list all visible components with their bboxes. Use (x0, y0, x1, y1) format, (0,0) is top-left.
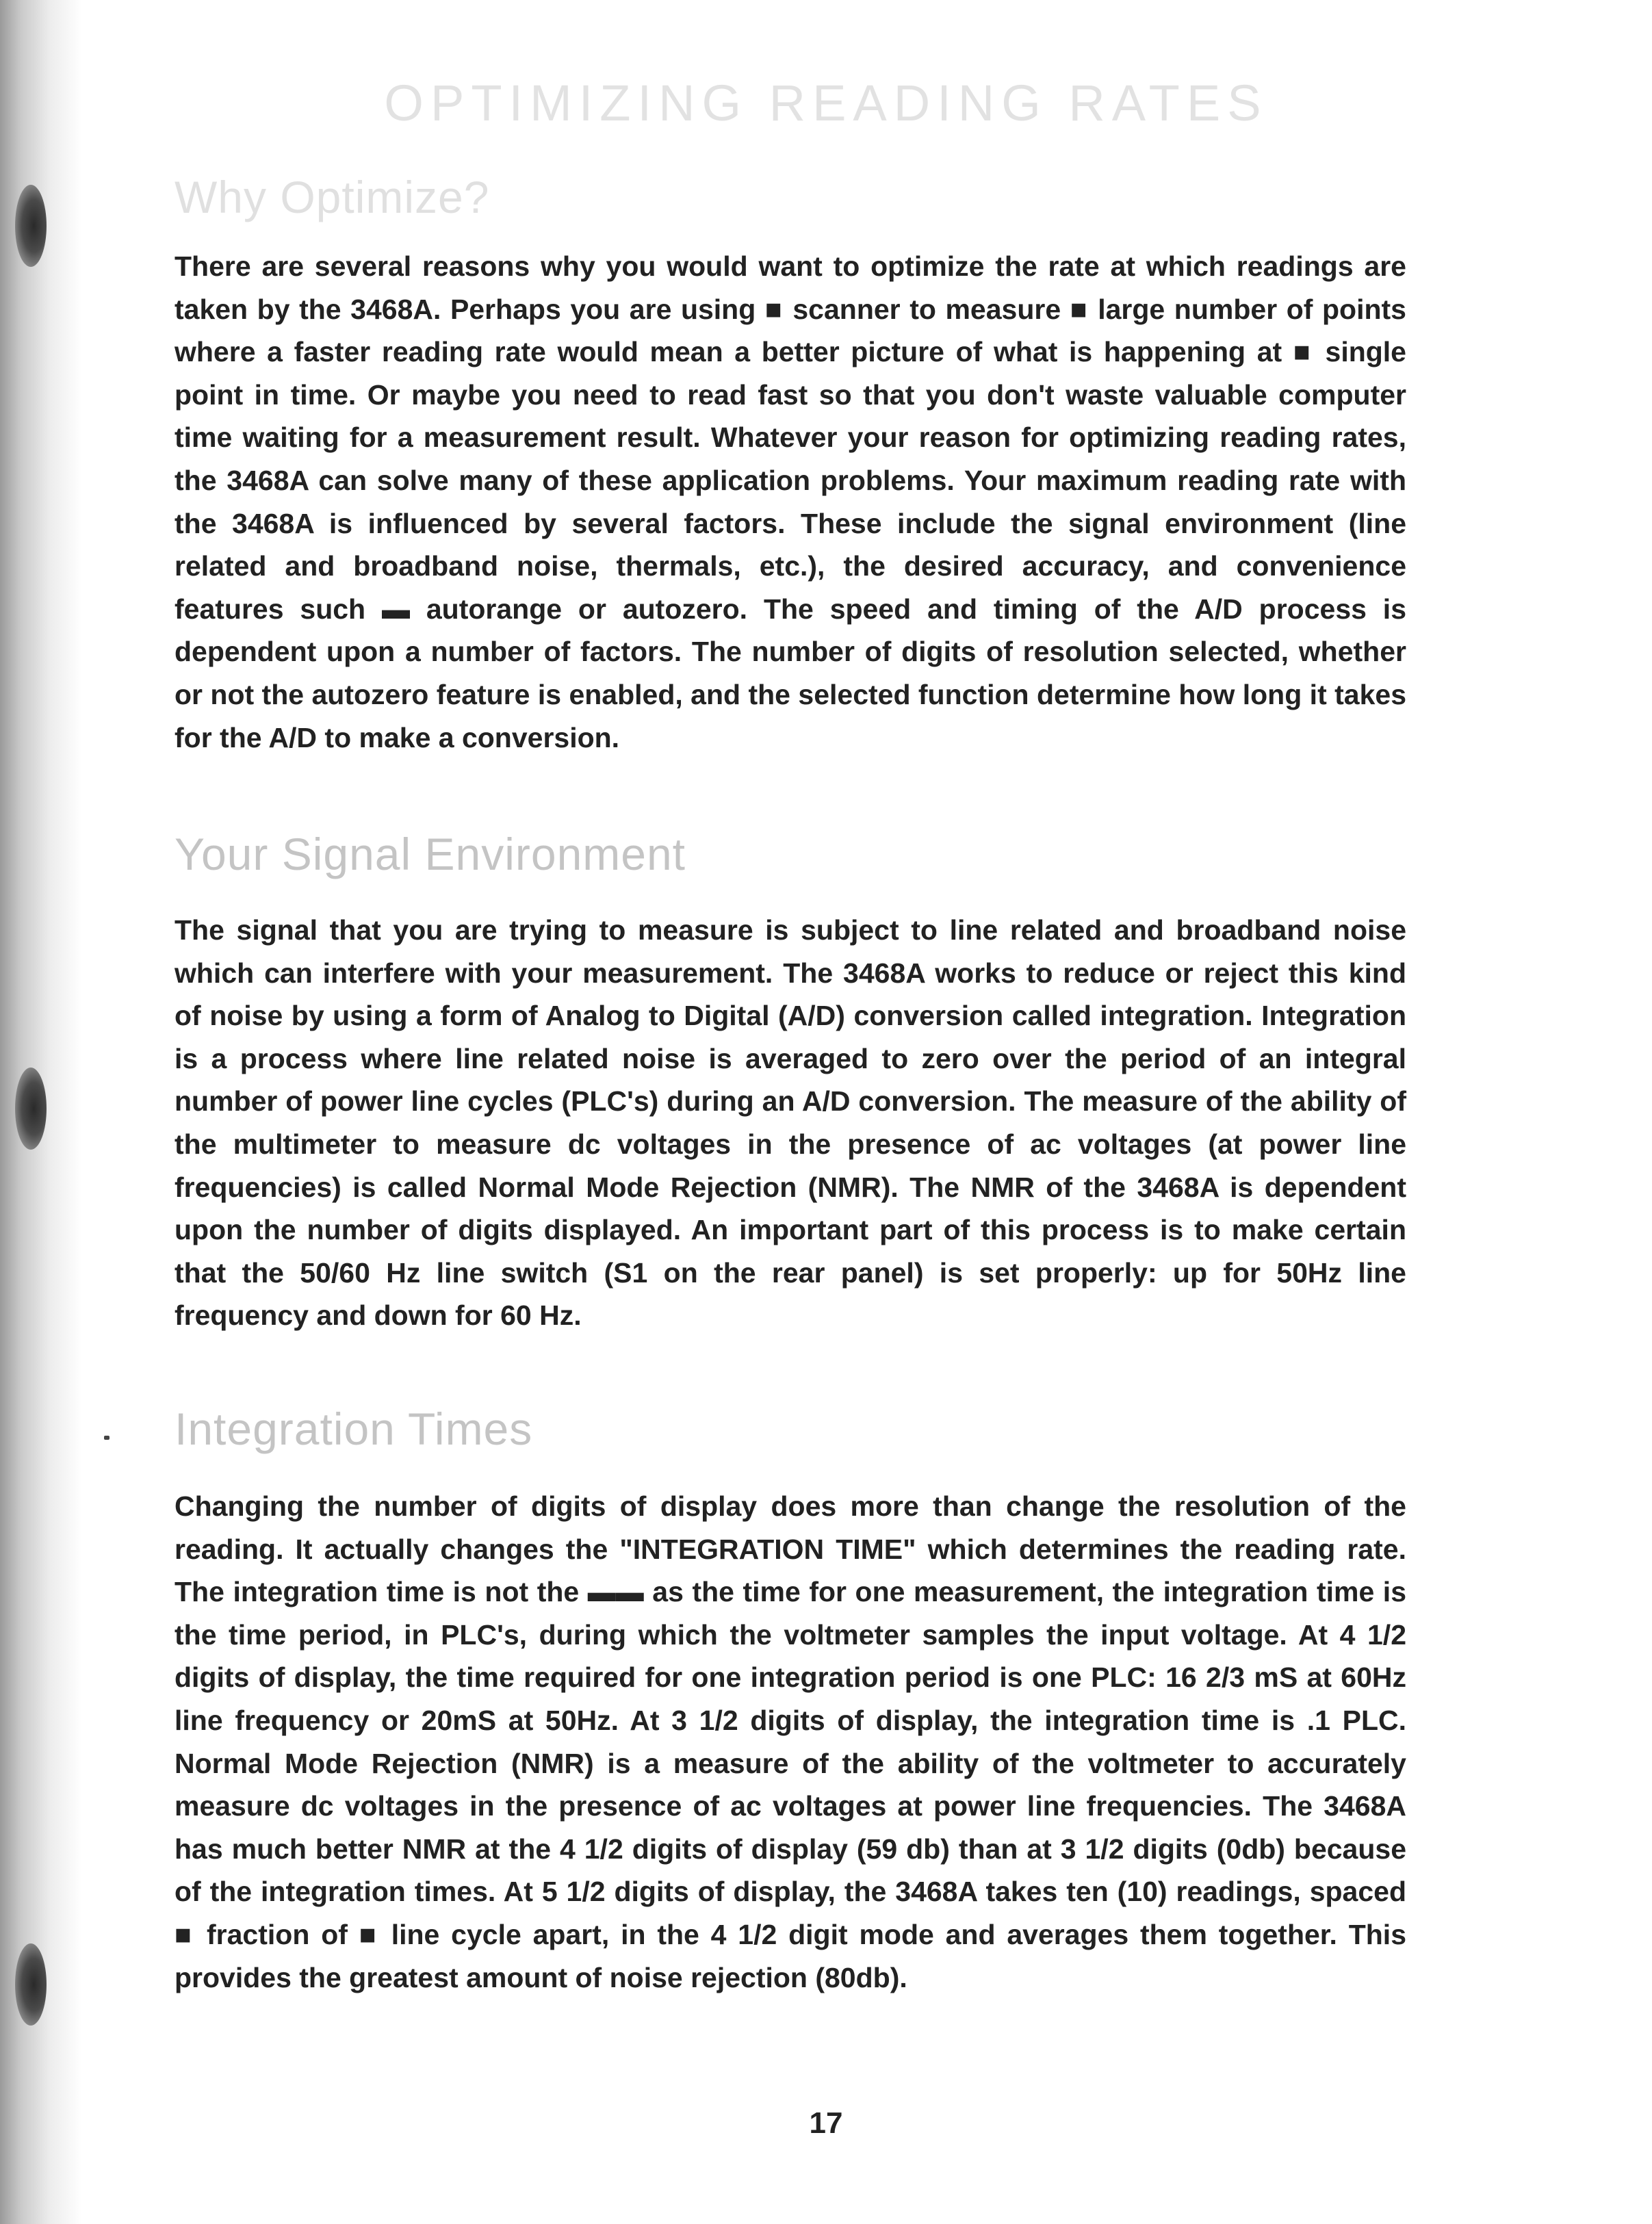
section-body-why-optimize: There are several reasons why you would want to optimize the rate at which readings are taken by the 3468A. Perhaps you are using ■ scanner to measure ■ large number of points where a faster reading rate would mean a better picture of what is happening at ■ single point in time. Or maybe you need to read fast so that you don't waste valuable computer time waiting for a measurement result. Whatever your reason for optimizing reading rates, the 3468A can solve many of these application problems. Your maximum reading rate with the 3468A is influenced by several factors. These include the signal environment (line related and broadband noise, thermals, etc.), the desired accuracy, and convenience features such ▬ autorange or autozero. The speed and timing of the A/D process is dependent upon a number of factors. The number of digits of resolution selected, whether or not the autozero feature is enabled, and the selected function determine how long it takes for the A/D to make a conversion. (175, 250, 1406, 753)
section-body-integration-times: Changing the number of digits of display does more than change the resolution of the reading. It actually changes the "INTEGRATION TIME" which determines the reading rate. The integration time is not the ▬▬ as the time for one measurement, the integration time is the time period, in PLC's, during which the voltmeter samples the input voltage. At 4 1/2 digits of display, the time required for one integration period is one PLC: 16 2/3 mS at 60Hz line frequency or 20mS at 50Hz. At 3 1/2 digits of display, the integration time is .1 PLC. Normal Mode Rejection (NMR) is a measure of the ability of the voltmeter to accurately measure dc voltages in the presence of ac voltages at power line frequencies. The 3468A has much better NMR at the 4 1/2 digits of display (59 db) than at 3 1/2 digits (0db) because of the integration times. At 5 1/2 digits of display, the 3468A takes ten (10) readings, spaced ■ fraction of ■ line cycle apart, in the 4 1/2 digit mode and averages them together. This provides the greatest amount of noise rejection (80db). (175, 1490, 1406, 1993)
binding-hole-top (15, 185, 47, 267)
binding-hole-middle (15, 1068, 47, 1150)
section-heading-integration-times: Integration Times (175, 1404, 533, 1454)
page-title: OPTIMIZING READING RATES (384, 75, 1268, 131)
page-binding-edge (0, 0, 82, 2224)
page-number: 17 (809, 2106, 843, 2140)
stray-ink-mark (104, 1436, 109, 1440)
section-body-signal-environment: The signal that you are trying to measure is subject to line related and broadband noise which can interfere with your measurement. The 3468A works to reduce or reject this kind of noise by using a form of Analog to Digital (A/D) conversion called integration. Integration is a process where line related noise is averaged to zero over the period of an integral number of power line cycles (PLC's) during an A/D conversion. The measure of the ability of the multimeter to measure dc voltages in the presence of ac voltages (at power line frequencies) is called Normal Mode Rejection (NMR). The NMR of the 3468A is dependent upon the number of digits displayed. An important part of this process is to make certain that the 50/60 Hz line switch (S1 on the rear panel) is set properly: up for 50Hz line frequency and down for 60 Hz. (175, 914, 1406, 1332)
section-heading-signal-environment: Your Signal Environment (175, 829, 686, 879)
binding-hole-bottom (15, 1943, 47, 2026)
section-heading-why-optimize: Why Optimize? (175, 172, 490, 222)
